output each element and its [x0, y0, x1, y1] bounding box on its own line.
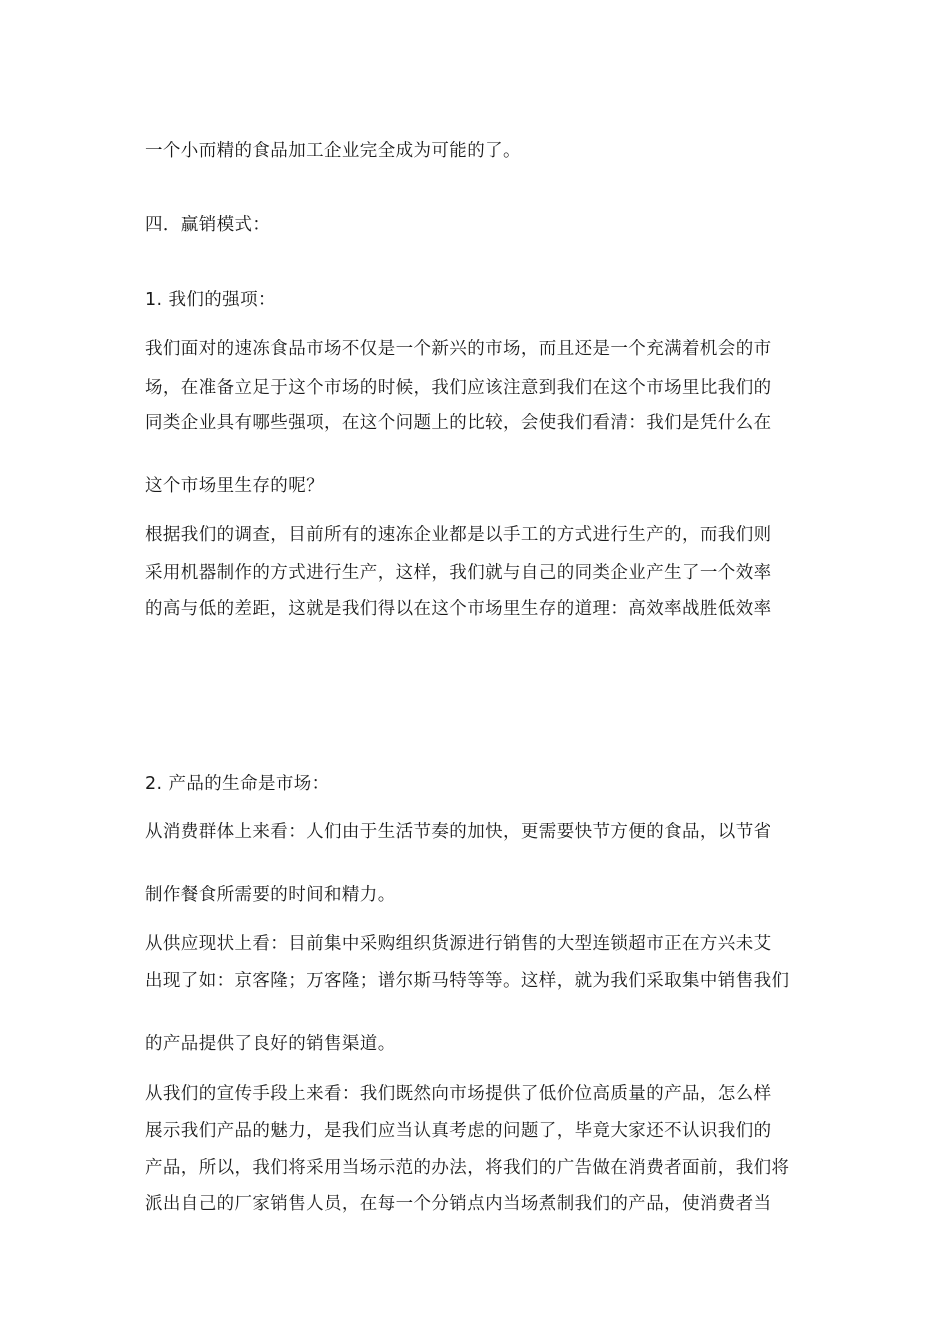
para-1-line-3: 同类企业具有哪些强项，在这个问题上的比较，会使我们看清：我们是凭什么在	[145, 413, 772, 433]
subsection-2-heading	[145, 776, 330, 794]
para-1-line-2: 场，在准备立足于这个市场的时候，我们应该注意到我们在这个市场里比我们的	[145, 378, 772, 398]
para-4-line-3: 的产品提供了良好的销售渠道。	[145, 1034, 396, 1054]
para-3-line-1: 从消费群体上来看：人们由于生活节奏的加快，更需要快节方便的食品，以节省	[145, 822, 772, 842]
para-2-line-3: 的高与低的差距，这就是我们得以在这个市场里生存的道理：高效率战胜低效率	[145, 599, 772, 619]
para-5-line-2: 展示我们产品的魅力，是我们应当认真考虑的问题了，毕竟大家还不认识我们的	[145, 1121, 772, 1141]
para-4-line-2: 出现了如：京客隆；万客隆；谱尔斯马特等等。这样，就为我们采取集中销售我们	[145, 971, 790, 991]
section-four-title: 四．赢销模式：	[145, 215, 271, 235]
para-2-line-2: 采用机器制作的方式进行生产，这样，我们就与自己的同类企业产生了一个效率	[145, 563, 772, 583]
para-5-line-1: 从我们的宣传手段上来看：我们既然向市场提供了低价位高质量的产品，怎么样	[145, 1084, 772, 1104]
para-1-line-4: 这个市场里生存的呢？	[145, 476, 324, 496]
subsection-1-title: 我们的强项：	[168, 290, 276, 310]
intro-line: 一个小而精的食品加工企业完全成为可能的了。	[145, 141, 521, 161]
para-4-line-1: 从供应现状上看：目前集中采购组织货源进行销售的大型连锁超市正在方兴未艾	[145, 934, 772, 954]
subsection-2-title: 产品的生命是市场：	[168, 774, 330, 794]
para-5-line-3: 产品，所以，我们将采用当场示范的办法，将我们的广告做在消费者面前，我们将	[145, 1158, 790, 1178]
para-2-line-1: 根据我们的调查，目前所有的速冻企业都是以手工的方式进行生产的，而我们则	[145, 525, 772, 545]
subsection-2-number: 2.	[145, 774, 163, 794]
para-3-line-2: 制作餐食所需要的时间和精力。	[145, 885, 396, 905]
subsection-1-number: 1.	[145, 290, 163, 310]
para-1-line-1: 我们面对的速冻食品市场不仅是一个新兴的市场，而且还是一个充满着机会的市	[145, 339, 772, 359]
para-5-line-4: 派出自己的厂家销售人员，在每一个分销点内当场煮制我们的产品，使消费者当	[145, 1194, 772, 1214]
subsection-1-heading	[145, 292, 276, 310]
